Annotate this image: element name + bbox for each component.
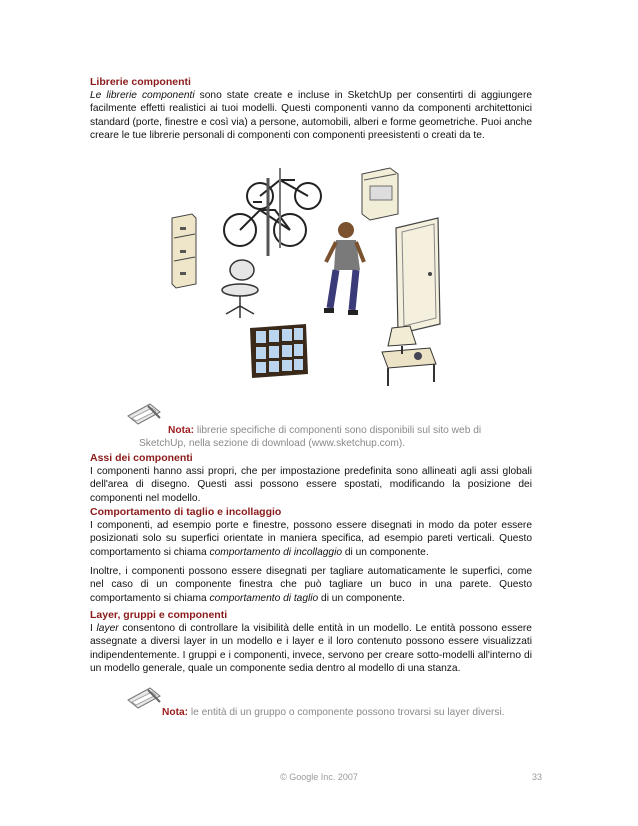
paragraph-layer-a: I [90,623,97,634]
note-pencil-icon-2 [124,684,164,710]
note-2-label: Nota: [162,707,189,718]
note-1 [168,424,481,437]
paragraph-taglio-b: di un componente. [318,592,405,604]
heading-layer-gruppi: Layer, gruppi e componenti [90,609,228,621]
note-2-text: le entità di un gruppo o componente possono trovarsi su layer diversi. [188,707,505,718]
paragraph-assi: I componenti hanno assi propri, che per impostazione predefinita sono allineati agli assi globali dell'area di disegno. Questi assi possono essere spostati, modificando la posizione dei componenti nel modello. [90,466,532,504]
heading-librerie-componenti: Librerie componenti [90,76,191,88]
note-pencil-icon [124,400,164,426]
bicycles-icon [224,168,321,256]
office-chair-icon [222,260,258,318]
stove-icon [362,168,398,220]
paragraph-incollaggio [90,519,532,559]
emphasis-taglio: comportamento di taglio [209,592,319,604]
note-1-label: Nota: [168,425,195,436]
paragraph-layer [90,622,532,675]
emphasis-incollaggio: comportamento di incollaggio [209,546,342,558]
paragraph-layer-b: consentono di controllare la visibilità delle entità in un modello. Le entità possono essere assegnate a diversi layer in un modello e i layer e il loro contenuto possono essere visualizzati indipendentemente. I gruppi e i componenti, invece, servono per creare sotto-modelli all'interno di un modello generale, quale un componente sedia dentro al modello di una stanza. [90,623,532,674]
heading-assi-componenti: Assi dei componenti [90,452,193,464]
paragraph-taglio-a: Inoltre, i componenti possono essere disegnati per tagliare automaticamente le superfici, come nel caso di un componente finestra che può tagliare un buco in una parete. Questo comportamento si chiama [90,566,532,604]
emphasis-librerie: Le librerie componenti [90,90,195,101]
note-2 [162,706,505,719]
window-icon [250,324,308,378]
door-icon [396,218,440,334]
paragraph-incollaggio-a: I componenti, ad esempio porte e finestre, possono essere disegnati in modo da poter essere posizionati solo su superfici orientate in maniera specifica, ad esempio pareti verticali. Questo comportamento si chiama [90,520,532,558]
components-illustration [140,158,480,398]
paragraph-librerie [90,89,532,142]
page-number: 33 [532,772,543,782]
note-1-line2: SketchUp, nella sezione di download (www.sketchup.com). [139,438,406,449]
emphasis-layer: layer [96,623,119,634]
paragraph-incollaggio-b: di un componente. [342,546,429,558]
note-1-text: librerie specifiche di componenti sono disponibili sul sito web di [194,425,482,436]
person-icon [324,222,364,315]
paragraph-taglio [90,565,532,605]
paragraph-librerie-text: sono state create e incluse in SketchUp per consentirti di aggiungere facilmente effetti realistici ai tuoi modelli. Questi componenti vanno da componenti architettonici standard (porte, finestre e così via) a persone, automobili, alberi e forme geometriche. Puoi anche creare le tue librerie personali di componenti con componenti preesistenti o creati da te. [90,90,533,141]
filing-cabinet-icon [172,214,196,288]
lamp-table-icon [382,326,436,386]
footer-copyright: © Google Inc. 2007 [280,772,358,782]
heading-comportamento: Comportamento di taglio e incollaggio [90,506,282,518]
